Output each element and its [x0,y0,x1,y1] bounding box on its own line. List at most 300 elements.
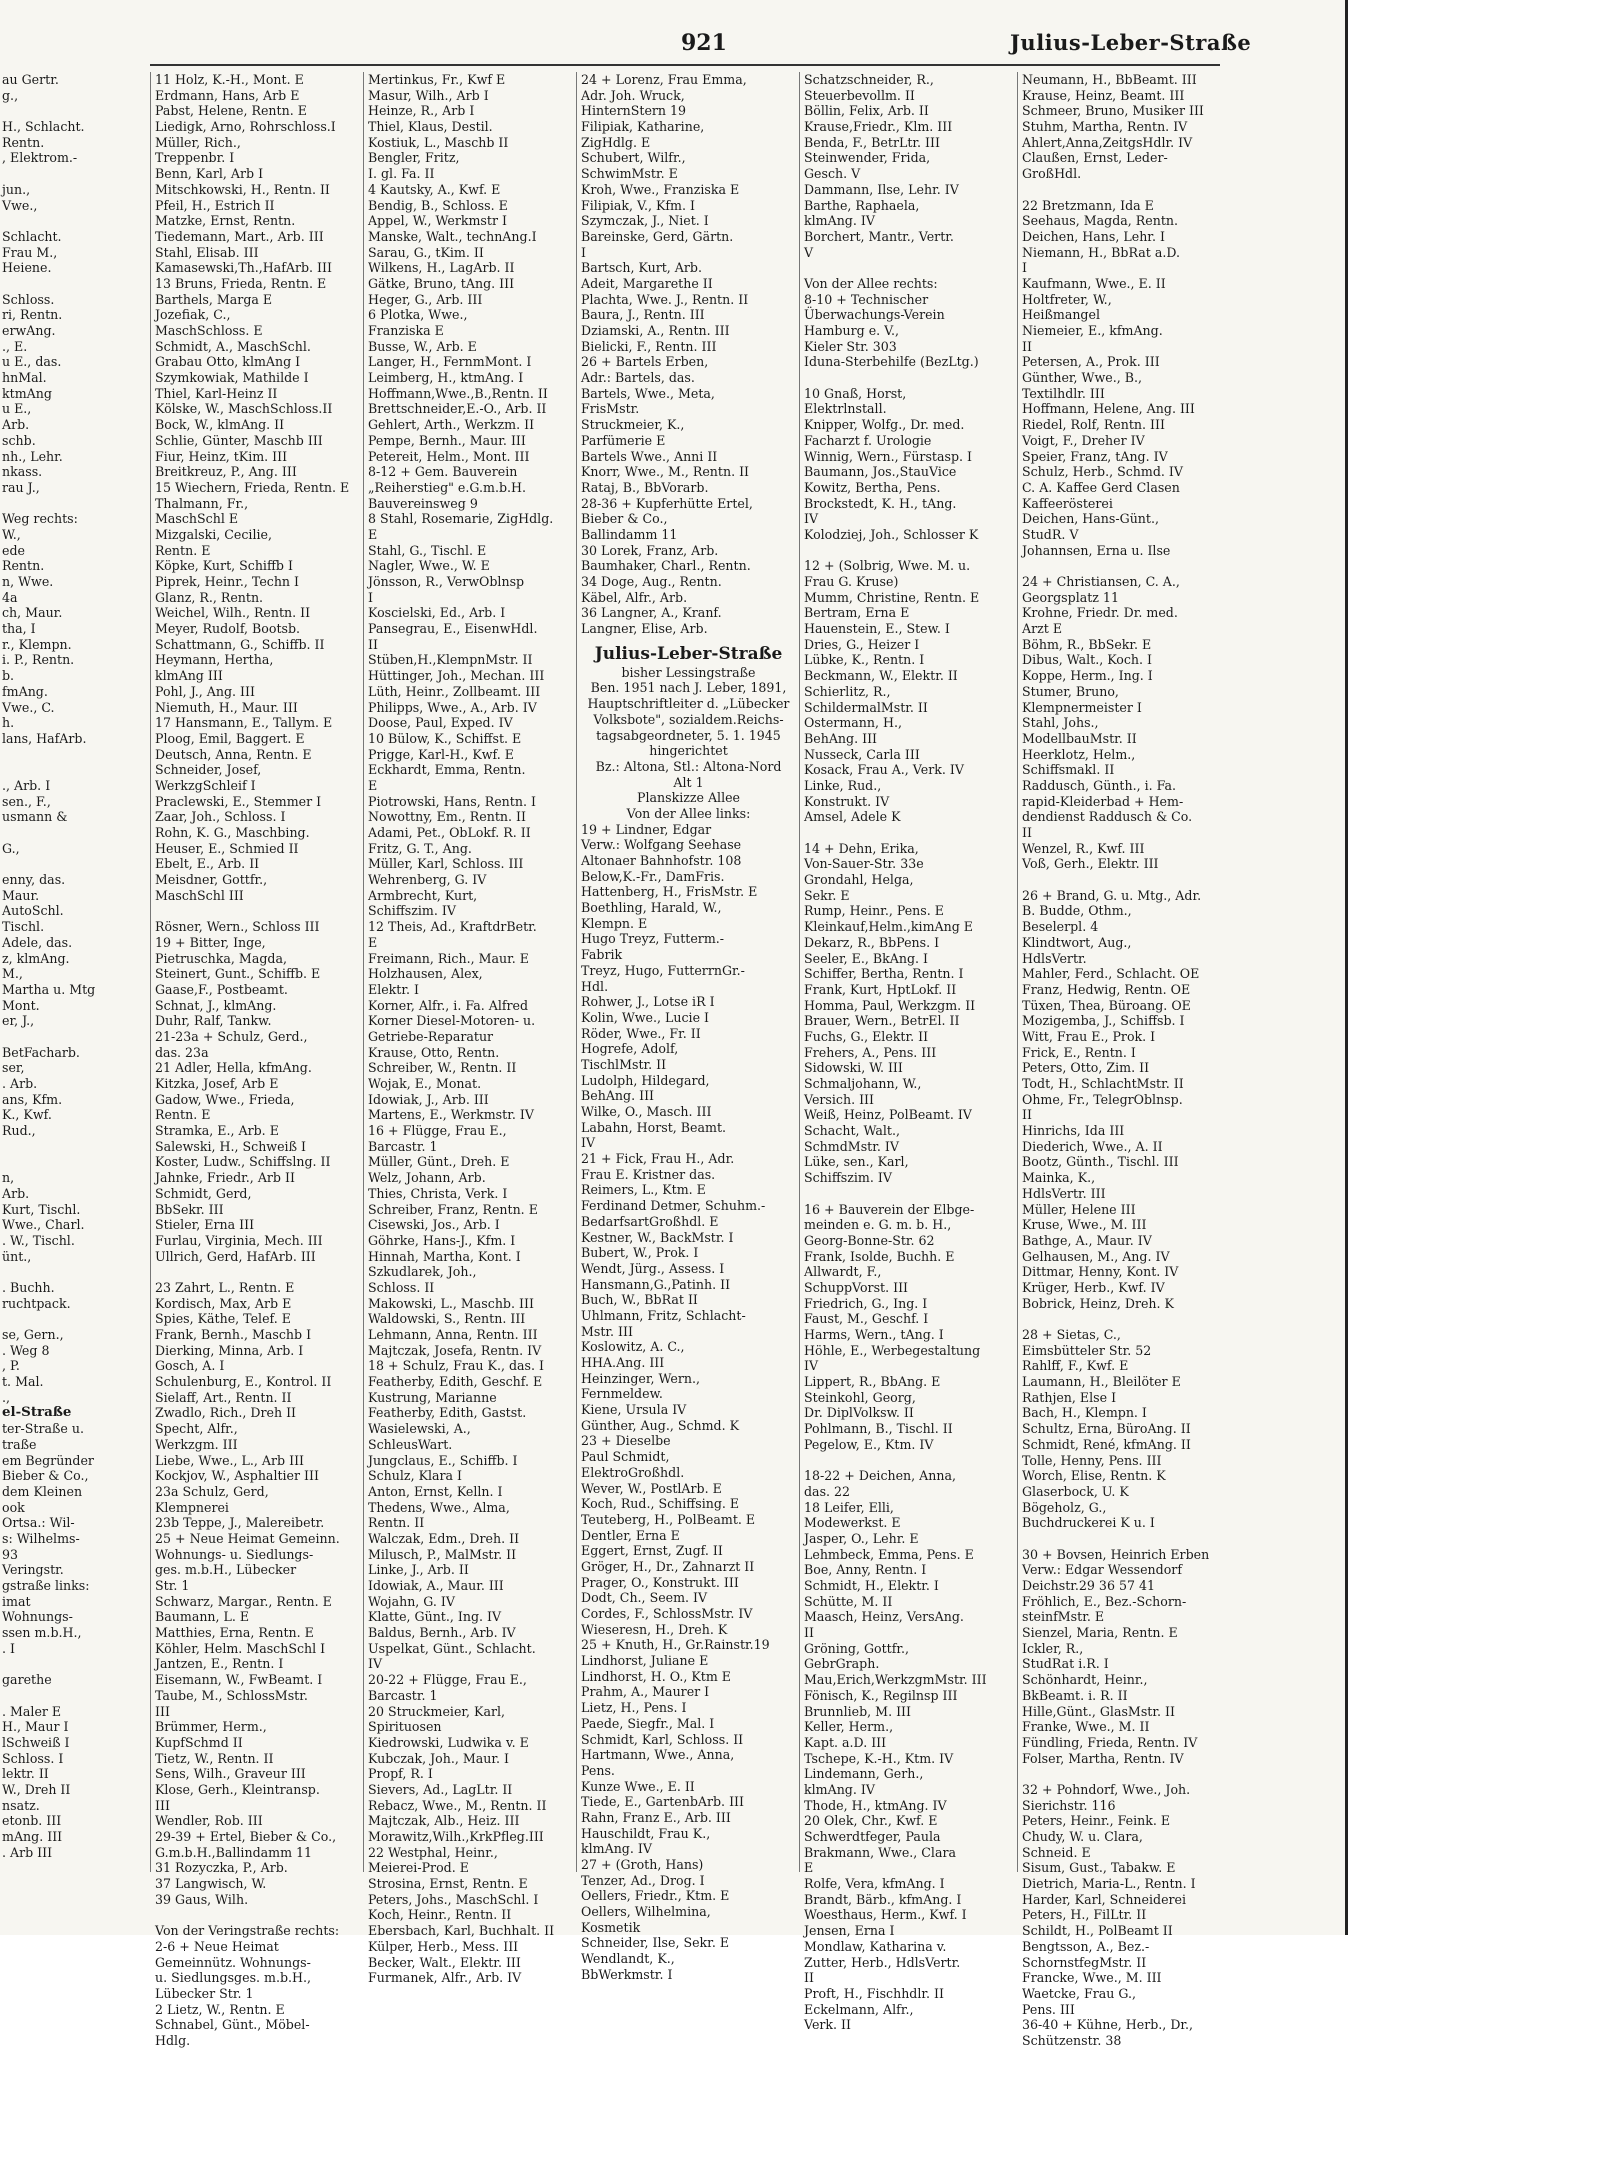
entry-line: Spies, Käthe, Telef. E [155,1311,291,1327]
entry-line: Hugo Treyz, Futterm.- [581,931,725,947]
entry-line: Überwachungs-Verein [804,307,945,323]
entry-line: Bartsch, Kurt, Arb. [581,260,702,276]
entry-line: BehAng. III [581,1088,655,1104]
entry-line: rau J., [2,479,40,495]
entry-line: u. Siedlungsges. m.b.H., [155,1970,312,1986]
entry-line: Baumann, Jos.,StauVice [804,464,957,480]
entry-line: Hamburg e. V., [804,323,900,338]
entry-line: Sens, Wilh., Graveur III [155,1766,306,1782]
entry-line: Veringstr. [2,1562,64,1578]
entry-line: Koslowitz, A. C., [581,1339,685,1355]
entry-line: 23b Teppe, J., Malereibetr. [155,1515,325,1531]
entry-line: Lietz, H., Pens. I [581,1700,687,1716]
entry-line: Gehlert, Arth., Werkzm. II [368,417,535,433]
entry-line: Bengtsson, A., Bez.- [1022,1938,1150,1954]
entry-line: Claußen, Ernst, Leder- [1022,150,1168,166]
entry-line: Elektrlnstall. [804,401,887,417]
entry-line: Beckmann, W., Elektr. II [804,668,958,684]
entry-line: Hoffmann, Helene, Ang. III [1022,401,1195,417]
entry-line: Tschepe, K.-H., Ktm. IV [804,1750,954,1766]
entry-line: Textilhdlr. III [1022,385,1105,401]
entry-line: H., Schlacht. [2,119,85,135]
entry-line: Wohnungs- [2,1609,73,1625]
entry-line: Hdlg. [155,2032,191,2048]
entry-line: Bathge, A., Maur. IV [1022,1232,1152,1248]
entry-line: Korner Diesel-Motoren- u. [368,1013,536,1029]
page-number: 921 [681,30,727,56]
entry-line: Nagler, Wwe., W. E [368,558,490,574]
entry-line: IV [804,1358,819,1374]
entry-line: 24 + Lorenz, Frau Emma, [581,72,747,87]
entry-line: Parfümerie E [581,432,666,448]
entry-line: mAng. III [2,1829,63,1844]
entry-line: E [368,526,378,542]
entry-line: Deichen, Hans-Günt., [1022,511,1159,527]
entry-line: 21 Adler, Hella, kfmAng. [155,1060,312,1076]
entry-line: Oellers, Friedr., Ktm. E [581,1888,730,1904]
entry-line: 31 Rozyczka, P., Arb. [155,1860,288,1876]
entry-line: Peters, Johs., MaschSchl. I [368,1891,539,1907]
entry-line: Pansegrau, E., EisenwHdl. [368,621,538,637]
entry-line: g., [2,87,19,103]
entry-line: Frick, E., Rentn. I [1022,1044,1136,1060]
entry-line: Sierichstr. 116 [1022,1797,1116,1813]
entry-line: 18 + Schulz, Frau K., das. I [368,1358,544,1374]
entry-line: Heymann, Hertha, [155,652,274,668]
entry-line: Bieber & Co., [2,1468,89,1484]
entry-line: SchuppVorst. III [804,1279,909,1295]
entry-line: 10 Bülow, K., Schiffst. E [368,730,522,746]
entry-line: Kruse, Wwe., M. III [1022,1217,1147,1233]
entry-line: Rösner, Wern., Schloss III [155,919,320,935]
entry-line: 36 Langner, A., Kranf. [581,605,722,621]
entry-line: Hille,Günt., GlasMstr. II [1022,1703,1175,1719]
entry-line: Beselerpl. 4 [1022,919,1099,935]
entry-line: 37 Langwisch, W. [155,1876,267,1892]
entry-line: Witt, Frau E., Prok. I [1022,1028,1156,1044]
entry-line: Wwe., Charl. [2,1217,85,1233]
entry-line: Borchert, Mantr., Vertr. [804,228,954,244]
entry-line: Boe, Anny, Rentn. I [804,1562,927,1578]
entry-line: er, J., [2,1013,35,1029]
entry-line: klmAng III [155,668,223,684]
entry-line: Koch, Rud., Schiffsing. E [581,1496,740,1512]
entry-line: Koch, Heinr., Rentn. II [368,1907,512,1923]
entry-line: Niemeier, E., kfmAng. [1022,323,1163,338]
entry-line: Gadow, Wwe., Frieda, [155,1091,295,1107]
entry-line: enny, das. [2,872,66,888]
column-divider [576,72,577,1872]
entry-line: Bz.: Altona, Stl.: Altona-Nord [595,758,782,774]
entry-line: Heinzinger, Wern., [581,1370,701,1386]
entry-line: Ploog, Emil, Baggert. E [155,730,305,746]
entry-line: Wojahn, G. IV [368,1593,455,1609]
entry-line: Pfeil, H., Estrich II [155,197,275,213]
entry-line: Schnat, J., klmAng. [155,997,277,1013]
entry-line: dem Kleinen [2,1483,83,1499]
entry-line: . I [2,1640,15,1656]
entry-line: Von-Sauer-Str. 33e [804,856,924,872]
entry-line: Kaffeerösterei [1022,495,1113,511]
entry-line: Hauschildt, Frau K., [581,1825,711,1841]
entry-line: Tolle, Henny, Pens. III [1022,1452,1162,1468]
entry-line: Wojak, E., Monat. [368,1076,482,1091]
entry-line: Modewerkst. E [804,1515,901,1531]
entry-line [804,1453,1014,1469]
entry-line: Manske, Walt., technAng.I [368,228,537,244]
entry-line: Schützenstr. 38 [1022,2032,1122,2048]
entry-line: Thiel, Klaus, Destil. [368,119,493,135]
entry-line: n, [2,1170,15,1186]
entry-line: HdlsVertr. III [1022,1185,1106,1201]
entry-line: Homma, Paul, Werkzgm. II [804,997,976,1013]
entry-line: Kapt. a.D. III [804,1734,887,1750]
entry-line: Niemann, H., BbRat a.D. [1022,244,1180,260]
entry-line: G., [2,840,20,856]
entry-line: Waetcke, Frau G., [1022,1985,1137,2001]
entry-line: Hinnah, Martha, Kont. I [368,1248,521,1264]
entry-line: traße [2,1436,37,1452]
entry-line: meinden e. G. m. b. H., [804,1217,952,1233]
entry-line: Wilke, O., Masch. III [581,1104,712,1119]
entry-line: Lübecker Str. 1 [155,1985,254,2001]
entry-line: 20-22 + Flügge, Frau E., [368,1672,527,1688]
entry-line: Bögeholz, G., [1022,1499,1107,1515]
entry-line: Schreiber, Franz, Rentn. E [368,1201,538,1217]
entry-line: Wasielewski, A., [368,1421,471,1437]
entry-line: Steinwender, Frida, [804,150,931,166]
entry-line: 23a Schulz, Gerd, [155,1483,269,1499]
entry-line: Friedrich, G., Ing. I [804,1295,928,1311]
entry-line: lektr. II [2,1766,49,1782]
entry-line: Käbel, Alfr., Arb. [581,589,688,605]
entry-line: Kubczak, Joh., Maur. I [368,1750,510,1766]
entry-line: Stahl, G., Tischl. E [368,542,487,558]
entry-line: ZigHdlg. E [581,134,651,150]
entry-line: Kostiuk, L., Maschb II [368,134,509,150]
entry-line: Voß, Gerh., Elektr. III [1022,856,1159,872]
entry-line [2,496,147,512]
entry-line: E [368,934,378,950]
entry-line: s: Wilhelms- [2,1530,80,1546]
entry-line: bisher Lessingstraße [621,664,756,680]
entry-line: Ferdinand Detmer, Schuhm.- [581,1198,766,1214]
entry-line: Neumann, H., BbBeamt. III [1022,72,1197,87]
entry-line: Steinert, Gunt., Schiffb. E [155,966,321,982]
entry-line: Getriebe-Reparatur [368,1028,494,1044]
entry-line: Propf, R. I [368,1766,433,1782]
entry-line: Schlie, Günter, Maschb III [155,432,323,448]
entry-line: ruchtpack. [2,1295,71,1311]
entry-line: Eimsbütteler Str. 52 [1022,1342,1152,1358]
entry-line: h. [2,715,15,731]
entry-line: Deutsch, Anna, Rentn. E [155,746,312,762]
entry-line: 16 + Flügge, Frau E., [368,1123,507,1139]
entry-line: SchmdMstr. IV [804,1138,899,1154]
entry-line: Müller, Karl, Schloss. III [368,856,524,872]
entry-line: Stahl, Johs., [1022,715,1099,731]
entry-line [2,1264,147,1280]
entry-line: Fündling, Frieda, Rentn. IV [1022,1734,1198,1750]
entry-line: Liedigk, Arno, Rohrschloss.I [155,119,336,135]
entry-line: Pens. [581,1762,615,1778]
entry-line: H., Maur I [2,1719,69,1735]
entry-line: Folser, Martha, Rentn. IV [1022,1750,1184,1766]
entry-line: t. Mal. [2,1374,44,1390]
entry-line: Baura, J., Rentn. III [581,307,705,323]
entry-line: Brunnlieb, M. III [804,1703,912,1719]
entry-line: Jönsson, R., VerwOblnsp [368,574,525,589]
entry-line: StudR. V [1022,526,1079,542]
entry-line: Schulz, Herb., Schmd. IV [1022,464,1183,480]
entry-line: Raddusch, Günth., i. Fa. [1022,777,1177,793]
entry-line: II [804,1625,814,1641]
entry-line: Meierei-Prod. E [368,1860,469,1876]
entry-line: Labahn, Horst, Beamt. [581,1119,727,1135]
entry-line: Voigt, F., Dreher IV [1022,432,1145,448]
entry-line: Szkudlarek, Joh., [368,1264,477,1280]
entry-line: Steuerbevollm. II [804,87,915,103]
entry-line: Schubert, Wilfr., [581,150,686,166]
entry-line: i. P., Rentn. [2,652,75,668]
entry-line: III [155,1797,170,1813]
entry-line: Schulenburg, E., Kontrol. II [155,1374,332,1390]
entry-line: 27 + (Groth, Hans) [581,1857,704,1872]
entry-line: Barthels, Marga E [155,291,273,307]
entry-line: Furlau, Virginia, Mech. III [155,1232,323,1248]
entry-line: 18-22 + Deichen, Anna, [804,1468,957,1484]
entry-line [2,213,147,229]
entry-line: Boethling, Harald, W., [581,900,722,916]
entry-line: 93 [2,1546,19,1562]
entry-line: Maasch, Heinz, VersAng. [804,1609,964,1625]
entry-line: Martens, E., Werkmstr. IV [368,1107,534,1123]
entry-line: Vwe., [2,197,38,213]
entry-line: Ohme, Fr., TelegrOblnsp. [1022,1091,1183,1107]
entry-line: Hdl. [581,978,609,994]
entry-line: Bertram, Erna E [804,605,910,621]
entry-line: Matthies, Erna, Rentn. E [155,1625,314,1641]
entry-line: Uhlmann, Fritz, Schlacht- [581,1307,746,1323]
entry-line: Wever, W., PostlArb. E [581,1480,722,1496]
entry-line: Pabst, Helene, Rentn. E [155,103,307,119]
entry-line: 2-6 + Neue Heimat [155,1938,279,1954]
entry-line: 15 Wiechern, Frieda, Rentn. E [155,479,350,495]
entry-line: Bareinske, Gerd, Gärtn. [581,228,734,244]
entry-line: Bieber & Co., [581,511,668,527]
entry-line: Milusch, P., MalMstr. II [368,1546,517,1562]
entry-line [804,370,1014,386]
entry-line: Wendlandt, K., [581,1951,675,1967]
entry-line: 20 Olek, Chr., Kwf. E [804,1813,938,1829]
entry-line: Bootz, Günth., Tischl. III [1022,1154,1179,1170]
entry-line: Georgsplatz 11 [1022,589,1119,605]
entry-line: Böhm, R., BbSekr. E [1022,636,1152,652]
entry-line: I [1022,260,1027,276]
entry-line: Wohnungs- u. Siedlungs- [155,1546,314,1562]
entry-line: Seeler, E., BkAng. I [804,950,928,966]
entry-line: Barcastr. 1 [368,1138,438,1154]
entry-line: Makowski, L., Maschb. III [368,1295,534,1311]
entry-line: au Gertr. [2,72,59,87]
entry-line: Krüger, Herb., Kwf. IV [1022,1279,1165,1295]
entry-line: Paede, Siegfr., Mal. I [581,1715,715,1731]
entry-line: 28 + Sietas, C., [1022,1327,1121,1342]
entry-line: 17 Hansmann, E., Tallym. E [155,715,333,731]
entry-line: II [804,1970,814,1986]
entry-line: Idowiak, A., Maur. III [368,1578,504,1593]
entry-line: Doose, Paul, Exped. IV [368,715,513,731]
entry-line: Benn, Karl, Arb I [155,166,264,182]
entry-line: Hinrichs, Ida III [1022,1123,1125,1139]
entry-line: Hauenstein, E., Stew. I [804,621,950,637]
entry-line: BehAng. III [804,730,878,746]
entry-line: Schiffer, Bertha, Rentn. I [804,966,964,982]
entry-line: E [804,1860,814,1876]
entry-line: Bobrick, Heinz, Dreh. K [1022,1295,1174,1311]
entry-line: Brakmann, Wwe., Clara [804,1844,956,1860]
entry-line: Jantzen, E., Rentn. I [155,1656,284,1672]
entry-line: Schneider, Ilse, Sekr. E [581,1935,730,1951]
entry-line: Rud., [2,1123,36,1139]
entry-line: Ludolph, Hildegard, [581,1072,710,1088]
entry-line: ünt., [2,1248,32,1264]
entry-line: fmAng. [2,683,48,699]
entry-line: Woesthaus, Herm., Kwf. I [804,1907,967,1923]
entry-line: III [155,1703,170,1719]
entry-line: nkass. [2,464,43,480]
entry-line: Thode, H., ktmAng. IV [804,1797,947,1813]
entry-line: Armbrecht, Kurt, [368,887,478,903]
entry-line: Schütte, M. II [804,1593,893,1609]
entry-line: 19 + Bitter, Inge, [155,934,266,950]
entry-line: Müller, Rich., [155,134,241,150]
column-divider [799,72,800,1872]
entry-line: Bartels Wwe., Anni II [581,448,718,464]
entry-line: Harder, Karl, Schneiderei [1022,1891,1187,1907]
entry-line: Kiedrowski, Ludwika v. E [368,1734,529,1750]
entry-line: ., E. [2,338,28,354]
entry-line: Schierlitz, R., [804,683,891,699]
entry-line: BbSekr. III [155,1201,224,1217]
entry-line: Steinkohl, Georg, [804,1389,916,1405]
entry-line: Schmeer, Bruno, Musiker III [1022,103,1204,119]
entry-line: r., Klempn. [2,636,72,652]
entry-line: Prahm, A., Maurer I [581,1684,710,1700]
entry-line: Gätke, Bruno, tAng. III [368,275,515,291]
entry-line: Tietz, W., Rentn. II [155,1750,274,1766]
entry-line: Klempn. E [581,915,648,931]
entry-line: Tüxen, Thea, Büroang. OE [1022,997,1191,1013]
entry-line: Verk. II [804,2017,851,2033]
entry-line: Pegelow, E., Ktm. IV [804,1436,934,1452]
entry-line: Stumer, Bruno, [1022,683,1119,699]
entry-line: Teuteberg, H., PolBeamt. E [581,1511,756,1527]
entry-line: 21 + Fick, Frau H., Adr. [581,1151,735,1167]
entry-line: K., Kwf. [2,1107,52,1123]
entry-line: Barcastr. 1 [368,1687,438,1703]
column-3 [368,72,573,1986]
entry-line: Busse, W., Arb. E [368,338,477,354]
entry-line: Ahlert,Anna,ZeitgsHdlr. IV [1022,134,1193,150]
entry-line: Gelhausen, M., Ang. IV [1022,1248,1170,1264]
entry-line: Kordisch, Max, Arb E [155,1295,292,1311]
entry-line: Lindhorst, Juliane E [581,1653,709,1669]
entry-line: Bartels, Wwe., Meta, [581,385,715,401]
entry-line: 29-39 + Ertel, Bieber & Co., [155,1829,337,1844]
entry-line: 20 Struckmeier, Karl, [368,1703,506,1719]
entry-line: Peters, H., FilLtr. II [1022,1907,1147,1923]
entry-line: Knipper, Wolfg., Dr. med. [804,417,965,433]
entry-line: 21-23a + Schulz, Gerd., [155,1028,308,1044]
entry-line: Seehaus, Magda, Rentn. [1022,213,1178,229]
entry-line: Kieler Str. 303 [804,338,897,354]
entry-line: Stieler, Erna III [155,1217,255,1233]
entry-line: Dodt, Ch., Seem. IV [581,1590,708,1606]
entry-line: Krause, Heinz, Beamt. III [1022,87,1185,103]
entry-line: 23 Zahrt, L., Rentn. E [155,1279,295,1295]
entry-line: Kolodziej, Joh., Schlosser K [804,526,979,542]
entry-line: Brandt, Bärb., kfmAng. I [804,1891,962,1907]
entry-line: Tischl. [2,919,45,935]
entry-line: Rolfe, Vera, kfmAng. I [804,1876,945,1892]
entry-line: Welz, Johann, Arb. [368,1170,486,1186]
entry-line: Baumhaker, Charl., Rentn. [581,558,751,574]
entry-line: Heuser, E., Schmied II [155,840,299,856]
column-1 [2,72,147,1860]
street-heading: el-Straße [2,1404,72,1421]
entry-line: schb. [2,432,36,448]
entry-line: . Maler E [2,1703,62,1719]
entry-line: das. 22 [804,1483,851,1499]
entry-line: ssen m.b.H., [2,1625,82,1641]
entry-line: Kroh, Wwe., Franziska E [581,181,740,197]
entry-line [2,1656,147,1672]
entry-line: Chudy, W. u. Clara, [1022,1829,1143,1844]
entry-line: Von der Allee links: [626,805,751,821]
entry-line: Bauvereinsweg 9 [368,495,478,511]
entry-line: Sarau, G., tKim. II [368,244,484,260]
column-divider [363,72,364,1872]
entry-line: Frank, Isolde, Buchh. E [804,1248,955,1264]
entry-line: Brettschneider,E.-O., Arb. II [368,401,547,417]
entry-line: b. [2,668,15,684]
entry-line: Klose, Gerh., Kleintransp. [155,1781,320,1797]
entry-line: . Buchh. [2,1279,55,1295]
entry-line: Lindemann, Gerh., [804,1766,924,1782]
entry-line: n, Wwe. [2,574,54,589]
entry-line: Koscielski, Ed., Arb. I [368,605,506,621]
entry-line: Bendig, B., Schloss. E [368,197,508,213]
entry-line: Becker, Walt., Elektr. III [368,1954,521,1970]
entry-line: 23 + Dieselbe [581,1433,671,1449]
entry-line: ede [2,542,25,558]
entry-line: Faust, M., Geschf. I [804,1311,929,1327]
entry-line: 22 Westphal, Heinr., [368,1844,498,1860]
entry-line: Mondlaw, Katharina v. [804,1938,947,1954]
entry-line: Knorr, Wwe., M., Rentn. II [581,464,750,480]
entry-line: Pohl, J., Ang. III [155,683,255,699]
entry-line: em Begründer [2,1452,94,1468]
entry-line: Buchdruckerei K u. I [1022,1515,1155,1531]
entry-line: ser, [2,1060,25,1076]
entry-line: Fröhlich, E., Bez.-Schorn- [1022,1593,1187,1609]
entry-line: Baumann, L. E [155,1609,250,1625]
entry-line [2,1688,147,1704]
entry-line: Franz, Hedwig, Rentn. OE [1022,981,1191,997]
entry-line: Volksbote", sozialdem.Reichs- [593,711,784,727]
entry-line: Bengler, Fritz, [368,150,460,166]
